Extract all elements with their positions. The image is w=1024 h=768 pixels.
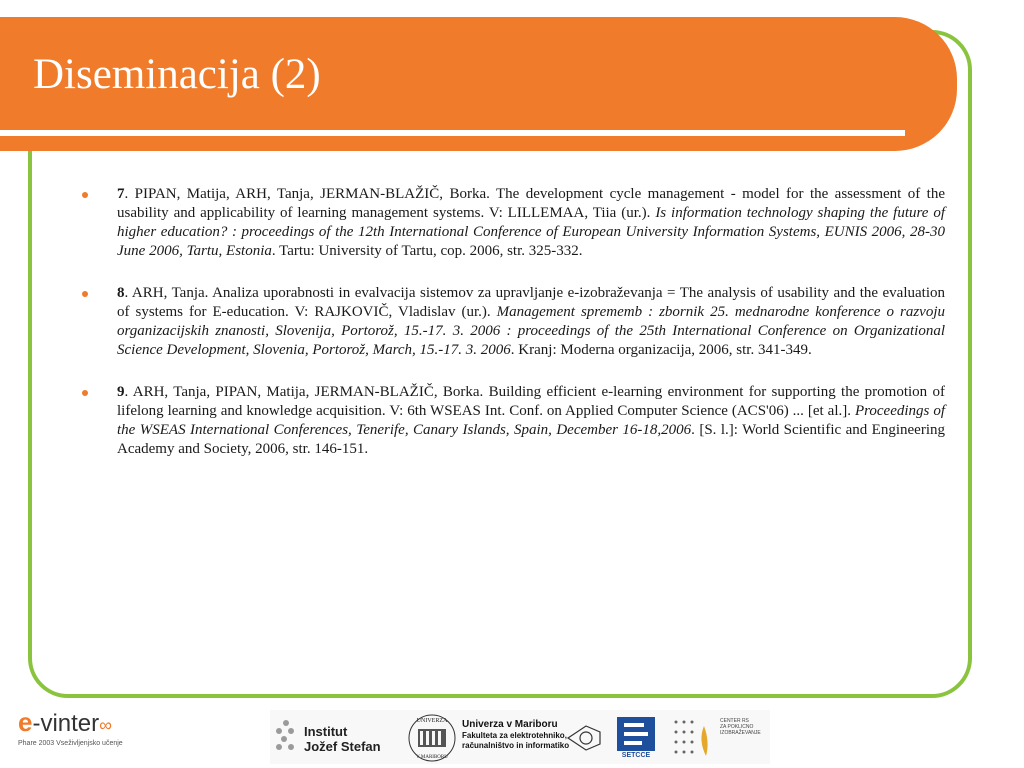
reference-list [80,185,945,459]
swirl-icon: ∞ [99,715,112,735]
reference-text: . PIPAN, Matija, ARH, Tanja, JERMAN-BLAŽIČ, Borka. The development cycle management - model for the assessment of the usability and applicability of learning management systems. V: LILLEMAA, Tiia (ur.). [117,186,945,221]
evinter-wordmark: e-vinter∞ [18,707,112,737]
university-seal-icon [406,713,458,763]
reference-text: . ARH, Tanja. Analiza uporabnosti in evalvacija sistemov za upravljanje e-izobraževanja = The analysis of usability and the evaluation of systems for E-education. V: RAJKOVIČ, Vladislav (ur.). [117,285,945,320]
feri-logo-icon [566,724,602,752]
ijs-dots-icon [276,720,296,750]
setcce-icon [617,717,655,751]
title-underline [0,130,905,136]
reference-publisher: . Kranj: Moderna organizacija, 2006, str. 341-349. [510,342,812,358]
evinter-logo [18,708,123,747]
reference-publisher: . Tartu: University of Tartu, cop. 2006, str. 325-332. [271,243,583,259]
partner-logos: Institut Jožef Stefan UNIVERZA V MARIBORU Univerza v Mariboru Fakulteta za elektrotehniko, računalništvo in informatiko SETCCE CENTER RS ZA POKLICNO IZOBRAŽEVANJE [270,710,770,764]
reference-item-7 [80,185,945,261]
bullet-icon [82,390,88,396]
setcce-logo: SETCCE [617,717,655,759]
reference-number: 9 [117,384,125,400]
reference-item-8 [80,284,945,360]
reference-text: . ARH, Tanja, PIPAN, Matija, JERMAN-BLAŽIČ, Borka. Building efficient e-learning environment for supporting the promotion of lifelong learning and knowledge acquisition. V: 6th WSEAS Int. Conf. on Applied Computer Science (ACS'06) ... [et al.]. [117,384,945,419]
reference-source: Management sprememb : zbornik 25. mednarodne konference o razvoju organizacijskih znanosti, Slovenija, Portorož, 15.-17. 3. 2006 : proceedings of the 25th International Conference on Organizational Science Development, Slovenia, Portorož, March, 15.-17. 3. 2006 [117,304,945,358]
slide-title: Diseminacija (2) [33,51,321,98]
cpi-logo-icon [672,718,716,760]
reference-publisher: . [S. l.]: World Scientific and Engineering Academy and Society, 2006, str. 146-151. [117,422,945,457]
svg-text:UNIVERZA: UNIVERZA [416,718,448,724]
footer-logos [0,700,1024,768]
reference-number: 8 [117,285,125,301]
reference-source: Is information technology shaping the future of higher education? : proceedings of the 12th International Conference of European University Information Systems, EUNIS 2006, 28-30 June 2006, Tartu, Estonia [117,205,945,259]
evinter-tagline: Phare 2003 Vseživljenjsko učenje [18,740,123,747]
svg-text:V MARIBORU: V MARIBORU [416,755,448,760]
bullet-icon [82,192,88,198]
um-wordmark: Univerza v Mariboru Fakulteta za elektrotehniko, računalništvo in informatiko [462,719,570,750]
cpi-wordmark: CENTER RS ZA POKLICNO IZOBRAŽEVANJE [720,718,761,736]
bullet-icon [82,291,88,297]
reference-source: Proceedings of the WSEAS International Conferences, Tenerife, Canary Islands, Spain, December 16-18,2006 [117,403,945,438]
reference-number: 7 [117,186,125,202]
reference-item-9 [80,383,945,459]
